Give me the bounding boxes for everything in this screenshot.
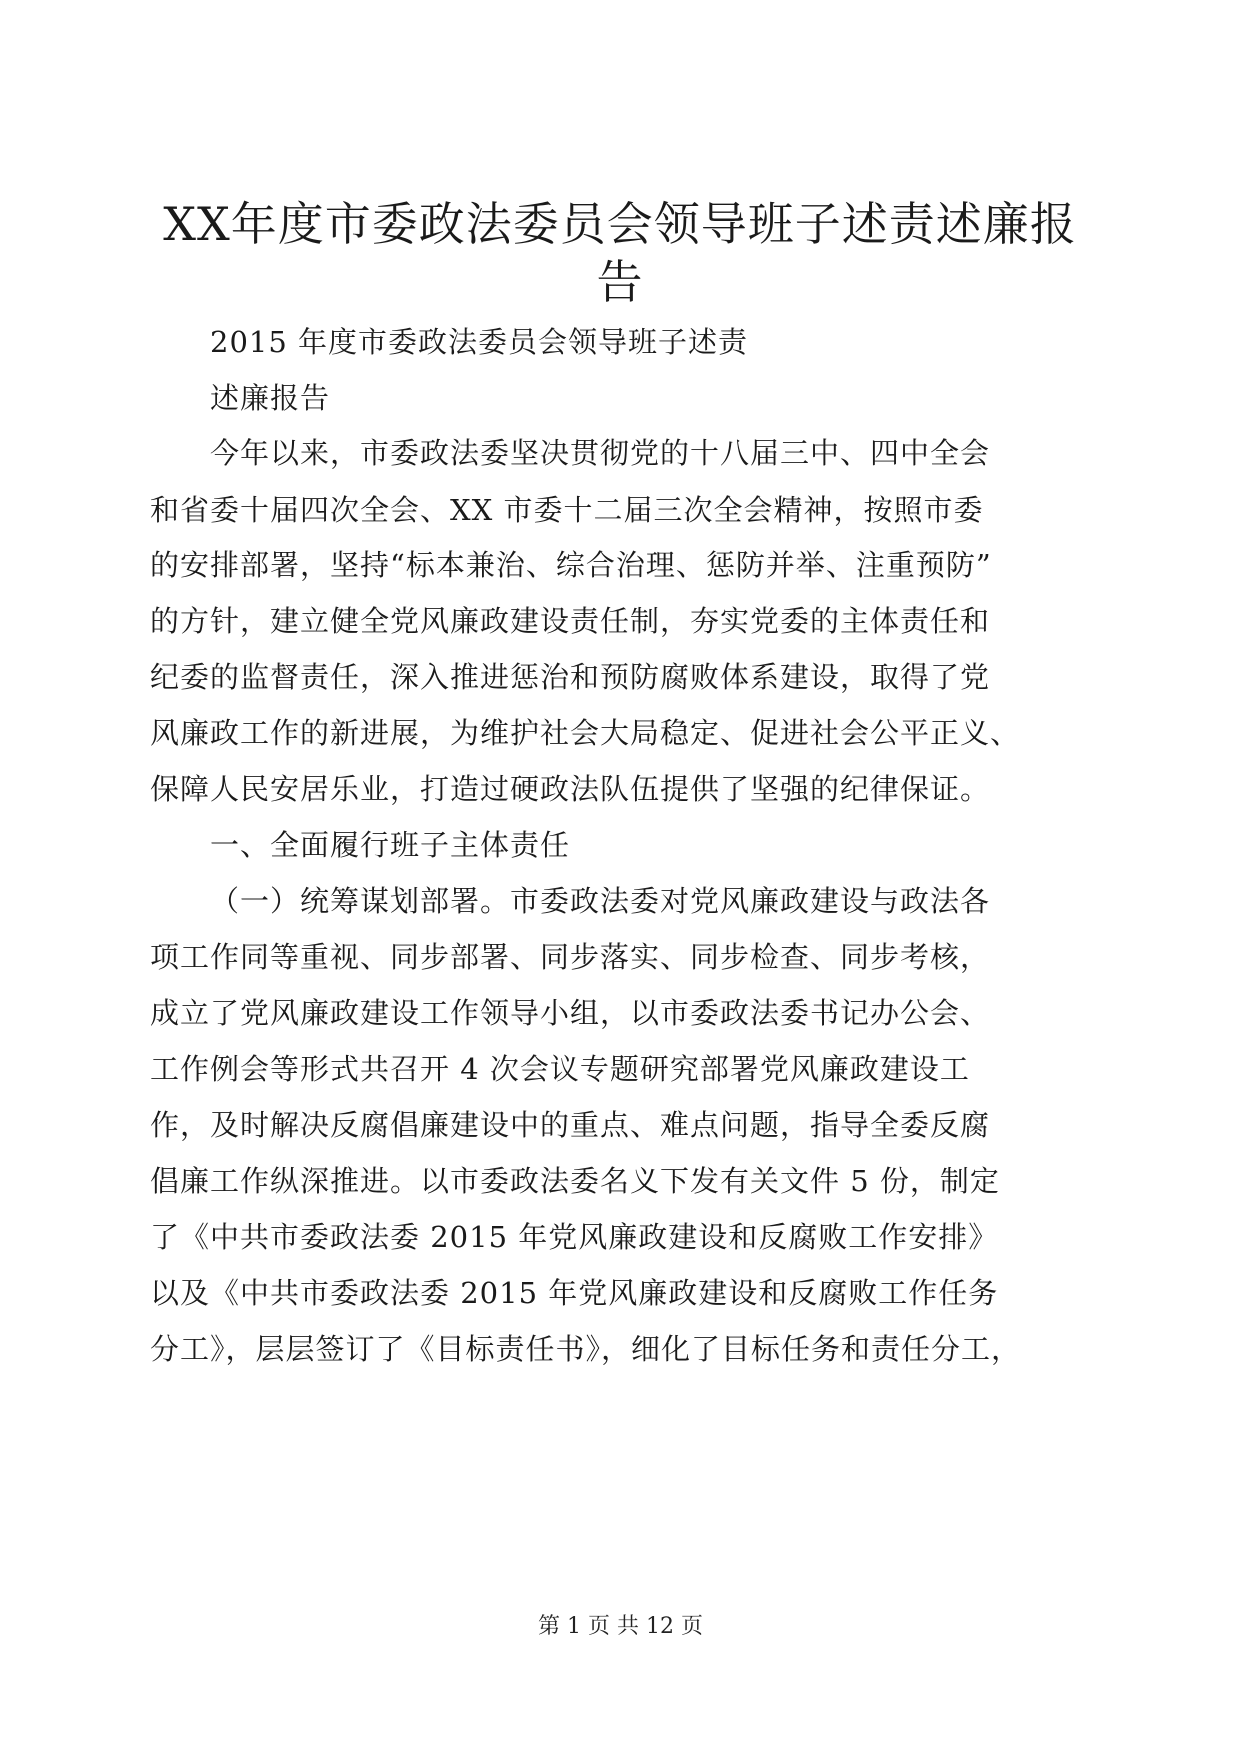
- body-line: 2015 年度市委政法委员会领导班子述责: [210, 325, 749, 359]
- body-line: 风廉政工作的新进展，为维护社会大局稳定、促进社会公平正义、: [150, 716, 1021, 750]
- title-line-2: 告: [596, 254, 644, 309]
- body-line: 的安排部署，坚持“标本兼治、综合治理、惩防并举、注重预防”: [150, 548, 992, 582]
- body-line: 分工》，层层签订了《目标责任书》，细化了目标任务和责任分工，: [150, 1332, 1022, 1366]
- title-line-1: XX年度市委政法委员会领导班子述责述廉报: [163, 197, 1077, 251]
- body-line: 述廉报告: [210, 381, 331, 415]
- body-line: 今年以来，市委政法委坚决贯彻党的十八届三中、四中全会: [210, 436, 991, 470]
- section-heading: 一、全面履行班子主体责任: [210, 828, 571, 862]
- body-line: 纪委的监督责任，深入推进惩治和预防腐败体系建设，取得了党: [150, 660, 991, 694]
- page-number-footer: 第 1 页 共 12 页: [538, 1614, 703, 1639]
- body-line: 成立了党风廉政建设工作领导小组，以市委政法委书记办公会、: [150, 996, 991, 1030]
- body-line: 和省委十届四次全会、XX 市委十二届三次全会精神，按照市委: [150, 493, 984, 527]
- body-line: 以及《中共市委政法委 2015 年党风廉政建设和反腐败工作任务: [150, 1276, 999, 1310]
- document-title: [150, 196, 1090, 312]
- body-line: 了《中共市委政法委 2015 年党风廉政建设和反腐败工作安排》: [150, 1220, 999, 1254]
- body-line: 作，及时解决反腐倡廉建设中的重点、难点问题，指导全委反腐: [150, 1108, 991, 1142]
- body-line: 的方针，建立健全党风廉政建设责任制，夯实党委的主体责任和: [150, 604, 991, 638]
- body-line: 保障人民安居乐业，打造过硬政法队伍提供了坚强的纪律保证。: [150, 772, 991, 806]
- body-line: （一）统筹谋划部署。市委政法委对党风廉政建设与政法各: [210, 884, 991, 918]
- body-line: 项工作同等重视、同步部署、同步落实、同步检查、同步考核，: [150, 940, 991, 974]
- body-line: 工作例会等形式共召开 4 次会议专题研究部署党风廉政建设工: [150, 1052, 970, 1086]
- body-line: 倡廉工作纵深推进。以市委政法委名义下发有关文件 5 份，制定: [150, 1164, 1000, 1198]
